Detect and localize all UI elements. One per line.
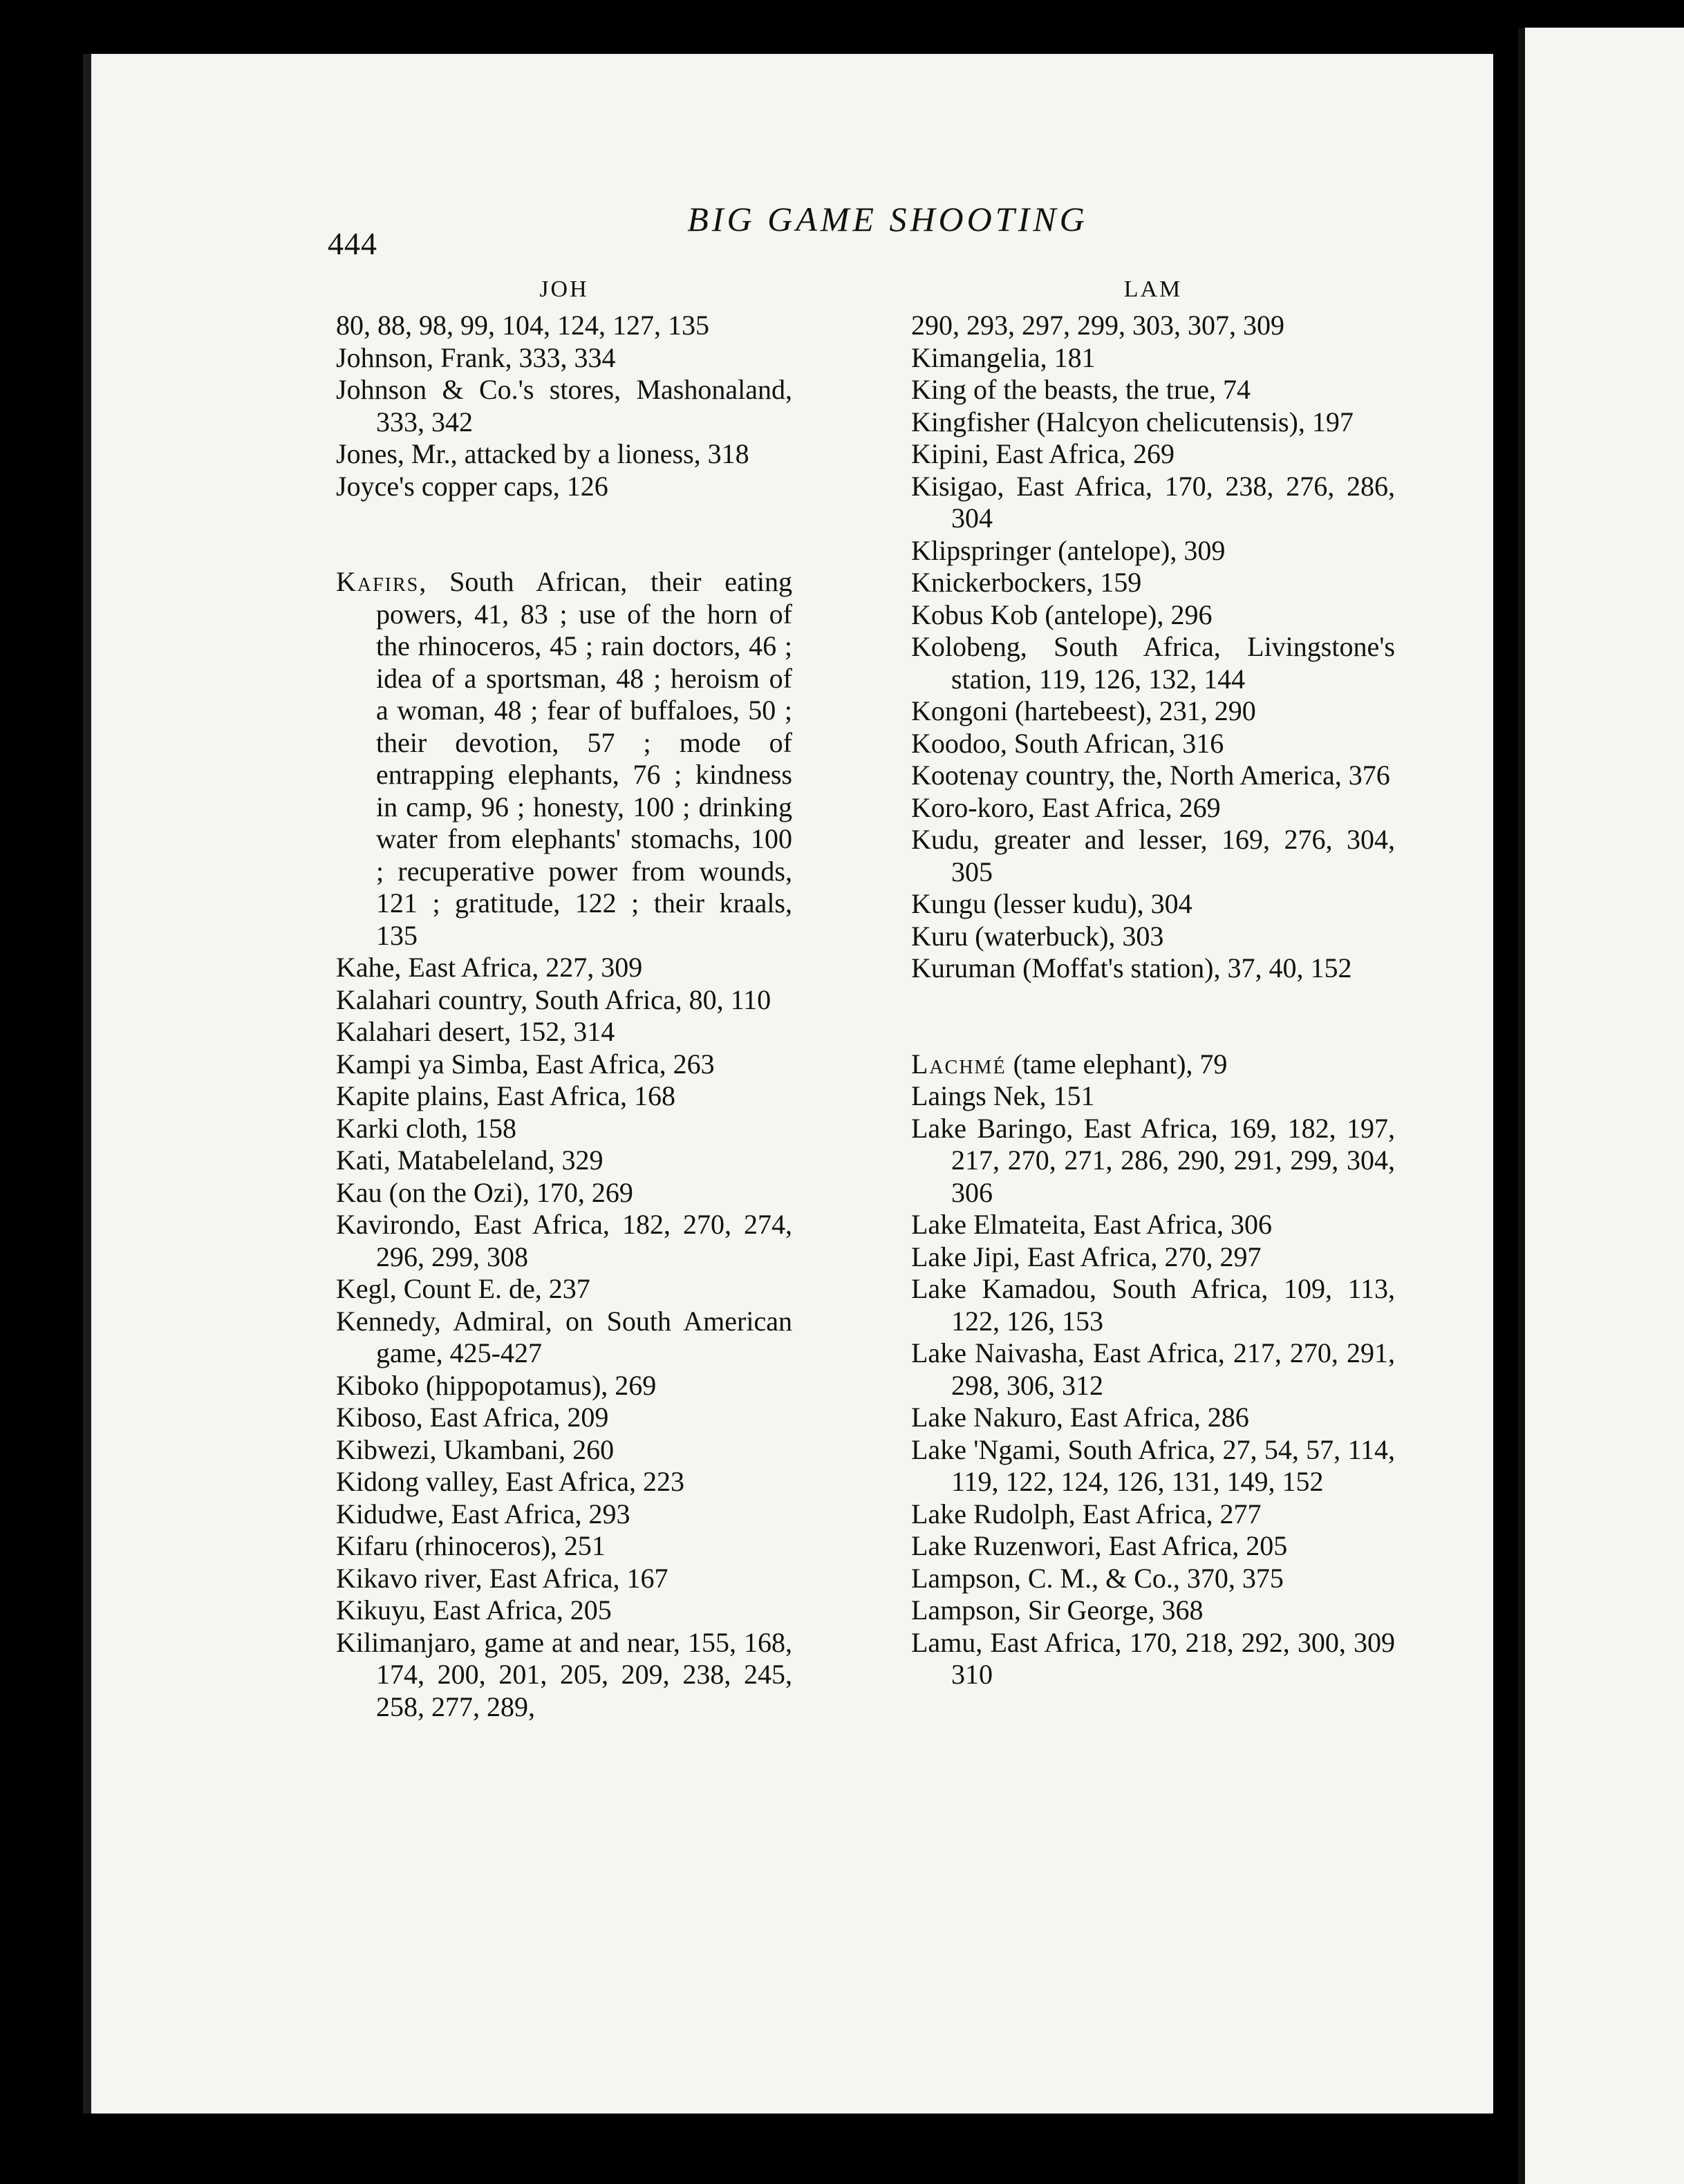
running-title: BIG GAME SHOOTING bbox=[687, 200, 1088, 238]
index-entry: Kidudwe, East Africa, 293 bbox=[336, 1498, 630, 1529]
index-entry: Knickerbockers, 159 bbox=[911, 567, 1142, 598]
index-entry: Kidong valley, East Africa, 223 bbox=[336, 1466, 684, 1497]
index-entry: Koodoo, South African, 316 bbox=[911, 727, 1224, 759]
index-entry: Koro-koro, East Africa, 269 bbox=[911, 791, 1221, 823]
letter-section-gap bbox=[336, 502, 792, 566]
index-entries-l bbox=[911, 1080, 1395, 1691]
index-entry: Lampson, Sir George, 368 bbox=[911, 1594, 1204, 1626]
index-entry: Kalahari country, South Africa, 80, 110 bbox=[336, 983, 771, 1015]
kafirs-headword: Kafirs bbox=[336, 566, 420, 597]
index-entry: Karki cloth, 158 bbox=[336, 1112, 517, 1144]
index-entry: Kennedy, Admiral, on South American game, 425-427 bbox=[336, 1305, 792, 1368]
index-entry: Kilimanjaro, game at and near, 155, 168, 174, 200, 201, 205, 209, 238, 245, 258, 277, 289, bbox=[336, 1626, 792, 1722]
index-entry: Kudu, greater and lesser, 169, 276, 304, 305 bbox=[911, 824, 1395, 887]
page-number: 444 bbox=[328, 226, 377, 261]
index-entry: Kipini, East Africa, 269 bbox=[911, 438, 1175, 469]
index-entry: Kalahari desert, 152, 314 bbox=[336, 1016, 615, 1047]
guide-word-right: LAM bbox=[1123, 276, 1183, 302]
guide-word-left: JOH bbox=[539, 276, 589, 302]
index-entry: Kati, Matabeleland, 329 bbox=[336, 1145, 604, 1176]
index-entry: Kimangelia, 181 bbox=[911, 341, 1096, 373]
index-entry: Kobus Kob (antelope), 296 bbox=[911, 599, 1213, 630]
index-entry: Lake Jipi, East Africa, 270, 297 bbox=[911, 1241, 1262, 1272]
index-entry: Kahe, East Africa, 227, 309 bbox=[336, 952, 643, 983]
index-entry: Kifaru (rhinoceros), 251 bbox=[336, 1530, 606, 1561]
index-entry: Lake Nakuro, East Africa, 286 bbox=[911, 1402, 1249, 1433]
index-entry: Johnson & Co.'s stores, Mashonaland, 333, 342 bbox=[336, 374, 792, 437]
index-entry: Kongoni (hartebeest), 231, 290 bbox=[911, 695, 1256, 726]
index-entry: Kiboko (hippopotamus), 269 bbox=[336, 1369, 657, 1401]
index-entry: Kavirondo, East Africa, 182, 270, 274, 296, 299, 308 bbox=[336, 1209, 792, 1272]
index-entry: Johnson, Frank, 333, 334 bbox=[336, 341, 616, 373]
index-column-right bbox=[911, 276, 1395, 1691]
index-entry: Lampson, C. M., & Co., 370, 375 bbox=[911, 1562, 1284, 1594]
index-entry: Kegl, Count E. de, 237 bbox=[336, 1273, 590, 1304]
index-entry: Lake Kamadou, South Africa, 109, 113, 122, 126, 153 bbox=[911, 1273, 1395, 1337]
index-entries-k bbox=[336, 952, 792, 1723]
index-entry-kafirs bbox=[336, 566, 792, 952]
index-entry: Lake Elmateita, East Africa, 306 bbox=[911, 1209, 1273, 1240]
index-entry: Kikuyu, East Africa, 205 bbox=[336, 1594, 612, 1626]
index-entries-j bbox=[336, 310, 792, 502]
index-entry: Lamu, East Africa, 170, 218, 292, 300, 309 310 bbox=[911, 1626, 1395, 1690]
index-entry: Kibwezi, Ukambani, 260 bbox=[336, 1433, 615, 1465]
index-entry: Lake Baringo, East Africa, 169, 182, 197, 217, 270, 271, 286, 290, 291, 299, 304, 306 bbox=[911, 1112, 1395, 1208]
kafirs-subentries: , South African, their eating powers, 41, 83 ; use of the horn of the rhinoceros, 45 ; rain doctors, 46 ; idea of a sportsman, 48 ; heroism of a woman, 48 ; fear of buffaloes, 50 ; their devotion, 57 ; mode of entrapping elephants, 76 ; kindness in camp, 96 ; honesty, 100 ; drinking water from elephants' stomachs, 100 ; recuperative power from wounds, 121 ; gratitude, 122 ; their kraals, 135 bbox=[376, 566, 792, 951]
index-entry: Lake 'Ngami, South Africa, 27, 54, 57, 114, 119, 122, 124, 126, 131, 149, 152 bbox=[911, 1433, 1395, 1497]
index-entry: Jones, Mr., attacked by a lioness, 318 bbox=[336, 438, 749, 469]
index-entry: Kuruman (Moffat's station), 37, 40, 152 bbox=[911, 952, 1352, 983]
index-entry: Lake Ruzenwori, East Africa, 205 bbox=[911, 1530, 1288, 1561]
index-entry: Kapite plains, East Africa, 168 bbox=[336, 1080, 675, 1111]
index-entries-k-continued bbox=[911, 310, 1395, 985]
lachme-description: (tame elephant), 79 bbox=[1006, 1048, 1228, 1080]
adjacent-page-edge bbox=[1518, 28, 1684, 2184]
index-entry-lachme bbox=[911, 1048, 1395, 1081]
index-entry: 290, 293, 297, 299, 303, 307, 309 bbox=[911, 310, 1284, 341]
index-entry: Lake Rudolph, East Africa, 277 bbox=[911, 1498, 1262, 1529]
index-entry: King of the beasts, the true, 74 bbox=[911, 374, 1251, 405]
index-entry: Kuru (waterbuck), 303 bbox=[911, 920, 1164, 952]
letter-section-gap bbox=[911, 985, 1395, 1048]
lachme-headword: Lachmé bbox=[911, 1048, 1007, 1080]
index-entry: Joyce's copper caps, 126 bbox=[336, 470, 608, 502]
index-entry: Kungu (lesser kudu), 304 bbox=[911, 888, 1192, 919]
index-entry: Kootenay country, the, North America, 376 bbox=[911, 760, 1390, 791]
index-entry: Lake Naivasha, East Africa, 217, 270, 291, 298, 306, 312 bbox=[911, 1337, 1395, 1401]
index-entry: 80, 88, 98, 99, 104, 124, 127, 135 bbox=[336, 310, 709, 341]
index-entry: Kingfisher (Halcyon chelicutensis), 197 bbox=[911, 406, 1354, 437]
index-column-left bbox=[336, 276, 792, 1723]
index-entry: Kiboso, East Africa, 209 bbox=[336, 1402, 609, 1433]
index-entry: Klipspringer (antelope), 309 bbox=[911, 534, 1226, 566]
page-header bbox=[328, 199, 1448, 261]
index-entry: Kolobeng, South Africa, Livingstone's station, 119, 126, 132, 144 bbox=[911, 631, 1395, 695]
index-entry: Kikavo river, East Africa, 167 bbox=[336, 1562, 668, 1594]
index-entry: Kisigao, East Africa, 170, 238, 276, 286, 304 bbox=[911, 470, 1395, 534]
index-entry: Kampi ya Simba, East Africa, 263 bbox=[336, 1048, 715, 1080]
index-entry: Kau (on the Ozi), 170, 269 bbox=[336, 1176, 633, 1208]
index-entry: Laings Nek, 151 bbox=[911, 1080, 1095, 1111]
